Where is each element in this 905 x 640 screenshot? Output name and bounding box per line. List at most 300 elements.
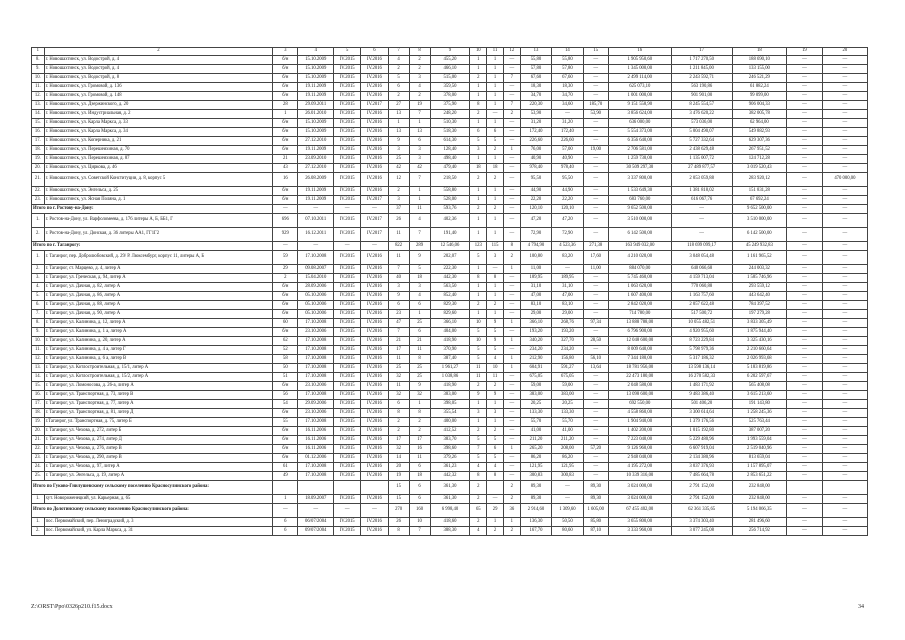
table-cell: 3 337 800,00 <box>608 173 671 187</box>
table-cell: 3 048 054,48 <box>671 251 732 265</box>
table-cell: 813 659,04 <box>732 454 787 463</box>
table-cell: 172,40 <box>520 128 551 137</box>
table-cell: 5 <box>409 265 430 274</box>
table-cell: 26 <box>388 518 409 527</box>
table-cell <box>487 481 504 495</box>
table-cell: 43 <box>273 164 298 173</box>
table-cell: 32 <box>388 445 409 454</box>
table-cell: 47,20 <box>552 214 583 228</box>
address-cell: г. Таганрог, ул. Чехова, д. 97, литер А <box>44 463 273 472</box>
table-cell: — <box>822 187 867 196</box>
table-cell: IV.2015 <box>334 292 361 301</box>
table-cell: IV.2016 <box>361 155 388 164</box>
table-cell: 6 <box>273 518 298 527</box>
table-cell: — <box>552 110 583 119</box>
table-cell: — <box>822 364 867 373</box>
table-cell: 6 <box>273 527 298 536</box>
table-cell: 1 <box>470 214 487 228</box>
table-cell: 1 <box>487 119 504 128</box>
table-cell: 27.12.2010 <box>298 137 334 146</box>
table-cell: 2 <box>470 110 487 119</box>
table-cell: 1 <box>487 292 504 301</box>
table-cell: — <box>822 409 867 418</box>
table-cell: 604,91 <box>520 364 551 373</box>
table-row <box>32 292 868 301</box>
table-cell: 40,90 <box>552 155 583 164</box>
table-cell: 1 015 192,80 <box>671 427 732 436</box>
table-cell: — <box>822 214 867 228</box>
table-cell: — <box>298 205 334 214</box>
address-cell: г. Таганрог, ул. Дачная, д. 86, литер А <box>44 292 273 301</box>
table-cell: 55,80 <box>552 56 583 65</box>
table-cell: 13. <box>32 101 45 110</box>
table-cell: 11 <box>409 346 430 355</box>
table-cell: 53,90 <box>583 110 608 119</box>
table-cell: 1 <box>409 196 430 205</box>
table-cell: 80,60 <box>552 527 583 536</box>
table-cell: 22 473 180,00 <box>608 373 671 382</box>
table-cell: б/н <box>273 196 298 205</box>
table-cell: — <box>503 228 520 242</box>
table-cell: 9 <box>388 292 409 301</box>
table-cell: 11 <box>470 364 487 373</box>
table-cell: — <box>503 187 520 196</box>
table-cell: 10 <box>409 518 430 527</box>
table-cell: 412,52 <box>430 427 470 436</box>
table-cell: IV.2015 <box>334 319 361 328</box>
table-cell: 5 317 186,32 <box>671 355 732 364</box>
table-row <box>32 155 868 164</box>
table-cell: — <box>822 146 867 155</box>
table-cell: 2 057 622,48 <box>671 301 732 310</box>
address-cell: г. Таганрог, ул. Чехова, д. 276, литер В <box>44 445 273 454</box>
table-cell: 19. <box>32 155 45 164</box>
table-row <box>32 137 868 146</box>
table-cell: 208,00 <box>552 445 583 454</box>
table-row <box>32 337 868 346</box>
address-cell: г. Новошахтинск, ул. Перешеихиная, д. 87 <box>44 155 273 164</box>
table-cell: 270 <box>388 504 409 518</box>
table-cell: — <box>583 292 608 301</box>
table-cell: 2 <box>470 481 487 495</box>
table-cell: 1 <box>470 228 487 242</box>
table-cell: IV.2015 <box>334 518 361 527</box>
table-cell: 16.11.2006 <box>298 436 334 445</box>
table-cell: 4 558 860,00 <box>608 409 671 418</box>
table-cell: 8 <box>470 274 487 283</box>
table-cell: 5 <box>470 137 487 146</box>
table-cell: 518,30 <box>430 128 470 137</box>
table-row <box>32 128 868 137</box>
table-cell: IV.2015 <box>334 65 361 74</box>
table-cell: 1 379 176,56 <box>671 418 732 427</box>
table-cell: 4 210 020,00 <box>608 251 671 265</box>
table-cell: 2 <box>470 173 487 187</box>
table-cell: 15.04.2010 <box>298 274 334 283</box>
table-cell: IV.2015 <box>334 56 361 65</box>
table-cell: 8 <box>470 472 487 481</box>
table-cell: 2 914,60 <box>520 504 551 518</box>
table-cell: 2 <box>470 382 487 391</box>
table-cell: — <box>822 328 867 337</box>
address-cell: г. Таганрог, ул. Чехова, д. 274, литер Д <box>44 436 273 445</box>
column-number-cell: 10 <box>470 48 487 56</box>
table-cell: 714 780,00 <box>608 310 671 319</box>
table-cell: 85,80 <box>583 518 608 527</box>
table-cell: 3 <box>470 409 487 418</box>
table-cell: б/н <box>273 56 298 65</box>
table-cell: — <box>583 472 608 481</box>
table-cell: 6 <box>487 445 504 454</box>
table-row <box>32 364 868 373</box>
table-cell: 55,70 <box>552 418 583 427</box>
table-cell: — <box>822 472 867 481</box>
table-cell: — <box>822 101 867 110</box>
table-cell: б/н <box>273 436 298 445</box>
table-cell: IV.2015 <box>334 164 361 173</box>
table-cell: 15.10.2009 <box>298 74 334 83</box>
table-cell: IV.2015 <box>334 409 361 418</box>
table-row <box>32 319 868 328</box>
table-cell: б/н <box>273 445 298 454</box>
table-cell: 89,30 <box>520 481 551 495</box>
table-cell: 366,10 <box>520 319 551 328</box>
column-number-cell: 13 <box>520 48 551 56</box>
table-cell: 4 <box>487 463 504 472</box>
table-cell <box>334 481 361 495</box>
subtotal-label: Итого по г. Ростову-на-Дону: <box>32 205 273 214</box>
address-cell: г. Новошахтинск, ул. Ясная Поляна, д. 1 <box>44 196 273 205</box>
table-cell: 18 <box>487 164 504 173</box>
table-cell: 3. <box>32 274 45 283</box>
table-cell: 234,20 <box>520 346 551 355</box>
table-cell <box>361 481 388 495</box>
table-cell: 18,30 <box>520 83 551 92</box>
table-cell: 49 <box>273 472 298 481</box>
table-cell: 9 <box>409 382 430 391</box>
table-cell: 17. <box>32 400 45 409</box>
table-cell: 52 <box>273 346 298 355</box>
table-cell: 18 <box>409 274 430 283</box>
table-cell: IV.2016 <box>361 346 388 355</box>
table-cell: 2 948 040,00 <box>608 454 671 463</box>
table-cell: 3 <box>409 155 430 164</box>
table-cell: 3 024 000,00 <box>608 481 671 495</box>
table-cell: — <box>787 155 823 164</box>
table-cell: 8 009 640,00 <box>608 346 671 355</box>
table-row <box>32 274 868 283</box>
table-cell: — <box>334 205 361 214</box>
table-cell: 25 <box>409 373 430 382</box>
table-cell: 156,80 <box>552 355 583 364</box>
subtotal-row <box>32 205 868 214</box>
table-cell: 19 <box>388 472 409 481</box>
resettlement-table <box>31 47 868 536</box>
table-cell: 7 <box>388 328 409 337</box>
table-cell: — <box>583 391 608 400</box>
table-cell: 19. <box>32 418 45 427</box>
table-cell: б/н <box>273 92 298 101</box>
table-cell: 58 <box>273 355 298 364</box>
table-cell: б/н <box>273 283 298 292</box>
table-cell: 382 005,78 <box>732 110 787 119</box>
table-cell: 47,20 <box>520 214 551 228</box>
table-cell: 375,90 <box>430 101 470 110</box>
table-cell: 1 <box>487 400 504 409</box>
table-cell: 2. <box>32 527 45 536</box>
table-cell: — <box>787 137 823 146</box>
table-cell: IV.2017 <box>361 196 388 205</box>
table-row <box>32 445 868 454</box>
table-cell: — <box>583 274 608 283</box>
table-cell: — <box>822 196 867 205</box>
table-cell: 2 <box>503 495 520 504</box>
table-cell: 72,90 <box>520 228 551 242</box>
table-cell: 418,90 <box>430 382 470 391</box>
table-cell: 22. <box>32 445 45 454</box>
table-cell: IV.2015 <box>334 155 361 164</box>
table-cell: 185,70 <box>583 101 608 110</box>
table-cell: б/н <box>273 128 298 137</box>
table-cell: — <box>822 427 867 436</box>
table-cell: — <box>503 205 520 214</box>
table-cell: 6 <box>409 481 430 495</box>
table-row <box>32 65 868 74</box>
table-cell: 47 <box>388 319 409 328</box>
table-cell: 197 279,28 <box>732 310 787 319</box>
table-cell: IV.2015 <box>334 83 361 92</box>
table-cell: 1 <box>487 187 504 196</box>
table-cell: 1 381 818,02 <box>671 187 732 196</box>
table-cell: — <box>503 128 520 137</box>
table-cell: 784 397,52 <box>732 301 787 310</box>
table-cell: — <box>822 164 867 173</box>
table-cell: 160 <box>409 504 430 518</box>
table-cell: 172,40 <box>552 128 583 137</box>
table-cell: 822 <box>388 242 409 251</box>
table-cell: — <box>583 427 608 436</box>
table-cell: — <box>671 214 732 228</box>
table-cell: IV.2015 <box>334 74 361 83</box>
table-cell: 2 <box>487 527 504 536</box>
table-cell: 4 <box>409 83 430 92</box>
table-cell: — <box>583 228 608 242</box>
table-cell: 256 714,92 <box>732 527 787 536</box>
table-cell: 193,20 <box>520 328 551 337</box>
table-cell: — <box>787 373 823 382</box>
table-cell: 2 <box>470 427 487 436</box>
table-cell: — <box>787 283 823 292</box>
table-cell: — <box>503 283 520 292</box>
table-cell: 44,90 <box>552 187 583 196</box>
address-cell: г. Таганрог, ул. Чехова, д. 272, литер Б <box>44 427 273 436</box>
table-cell: 18,30 <box>552 83 583 92</box>
table-cell: 25. <box>32 472 45 481</box>
address-cell: г. Новошахтинск, ул. Водострой, д. 4 <box>44 65 273 74</box>
table-cell: — <box>583 187 608 196</box>
column-number-cell: 2 <box>44 48 273 56</box>
table-cell: 1 038,86 <box>430 373 470 382</box>
table-cell: б/н <box>273 301 298 310</box>
table-cell: — <box>822 504 867 518</box>
table-cell: 218,50 <box>430 173 470 187</box>
table-cell: 8. <box>32 56 45 65</box>
table-cell: — <box>503 274 520 283</box>
table-cell: 3 <box>487 251 504 265</box>
table-cell: 09.08.2007 <box>298 265 334 274</box>
table-cell: 1 <box>487 418 504 427</box>
table-cell: IV.2015 <box>334 346 361 355</box>
table-cell: 361,30 <box>430 481 470 495</box>
table-cell: 20. <box>32 164 45 173</box>
table-cell: IV.2016 <box>361 92 388 101</box>
table-cell: 55,80 <box>520 56 551 65</box>
table-cell: 15.10.2009 <box>298 128 334 137</box>
table-cell: 300,83 <box>520 472 551 481</box>
table-cell: 2 <box>409 427 430 436</box>
table-cell: 387 007,20 <box>732 427 787 436</box>
table-cell: 83,20 <box>552 251 583 265</box>
table-cell: 23. <box>32 454 45 463</box>
table-cell: 1 402 200,00 <box>608 427 671 436</box>
table-row <box>32 83 868 92</box>
table-cell: 59,00 <box>520 382 551 391</box>
table-cell: 1 483 171,92 <box>671 382 732 391</box>
table-cell: IV.2015 <box>334 427 361 436</box>
table-cell: б/н <box>273 137 298 146</box>
table-cell: 593,76 <box>430 205 470 214</box>
table-cell: 45 249 932,83 <box>732 242 787 251</box>
table-cell: 9 483 386,40 <box>671 391 732 400</box>
table-cell: 18 <box>470 164 487 173</box>
table-cell: 20. <box>32 427 45 436</box>
table-cell: — <box>552 481 583 495</box>
table-cell: 1 585 746,96 <box>732 274 787 283</box>
table-cell: IV.2015 <box>334 283 361 292</box>
table-cell: 57,20 <box>583 445 608 454</box>
table-cell: 124 712,28 <box>732 155 787 164</box>
table-cell: 15 <box>388 481 409 495</box>
table-cell: 20,25 <box>520 400 551 409</box>
table-cell: IV.2016 <box>361 418 388 427</box>
table-cell: IV.2016 <box>361 518 388 527</box>
table-cell: — <box>583 409 608 418</box>
table-cell: 21 <box>409 337 430 346</box>
table-cell: 929 <box>273 228 298 242</box>
table-cell: 501 406,20 <box>671 400 732 409</box>
table-cell: — <box>787 346 823 355</box>
table-cell: 289 <box>409 242 430 251</box>
table-cell: 1 904 940,00 <box>608 418 671 427</box>
column-number-cell: 9 <box>430 48 470 56</box>
table-cell: — <box>787 119 823 128</box>
table-cell: — <box>787 101 823 110</box>
table-cell: 41,00 <box>520 427 551 436</box>
address-cell: г. Новошахтинск, ул. Карла Маркса, д. 34 <box>44 128 273 137</box>
table-cell: — <box>822 310 867 319</box>
table-cell: 1 <box>487 228 504 242</box>
table-cell: 829,60 <box>430 310 470 319</box>
table-cell: — <box>583 56 608 65</box>
table-cell: — <box>787 128 823 137</box>
table-cell: 62 964,00 <box>732 119 787 128</box>
table-cell: б/н <box>273 454 298 463</box>
table-cell: 265,20 <box>520 445 551 454</box>
table-cell: 167,70 <box>520 527 551 536</box>
table-cell: — <box>822 373 867 382</box>
address-cell: пос. Первомайский, ул. Карла Маркса, д. 31 <box>44 527 273 536</box>
table-cell: 26.01.2010 <box>298 110 334 119</box>
table-cell: 2 <box>503 110 520 119</box>
table-cell: 515,00 <box>430 74 470 83</box>
table-row <box>32 328 868 337</box>
table-cell: — <box>503 292 520 301</box>
address-cell: г. Таганрог, ул. Энгельса, д. 19, литер А <box>44 472 273 481</box>
table-cell: 13. <box>32 364 45 373</box>
table-row <box>32 418 868 427</box>
table-cell: 5 554 373,00 <box>608 128 671 137</box>
table-cell: 7 <box>503 101 520 110</box>
table-cell: 2 <box>503 527 520 536</box>
table-cell: 7 <box>503 74 520 83</box>
table-cell: 05.10.2006 <box>298 292 334 301</box>
table-cell: 2 <box>388 65 409 74</box>
table-cell: 05.10.2006 <box>298 310 334 319</box>
table-cell: 13 888 788,00 <box>608 319 671 328</box>
table-cell: 558,80 <box>430 187 470 196</box>
table-cell: 3 <box>487 409 504 418</box>
table-cell: IV.2016 <box>361 187 388 196</box>
table-cell: 61 <box>273 463 298 472</box>
table-cell: 18 <box>409 472 430 481</box>
table-cell: 11 <box>409 454 430 463</box>
table-cell: 9. <box>32 65 45 74</box>
address-cell: г. Новошахтинск, ул. Циркова, д. 46 <box>44 164 273 173</box>
table-cell: 12 <box>388 173 409 187</box>
table-cell: 31,20 <box>520 119 551 128</box>
address-cell: г. Новошахтинск, ул. Советской Конституции, д. 8, корпус 5 <box>44 173 273 187</box>
document-footer-path: Z:\ORST\Ppo\0326p210.f15.docx <box>31 604 113 610</box>
table-cell: — <box>822 119 867 128</box>
table-cell: — <box>298 504 334 518</box>
table-cell: 55 <box>273 418 298 427</box>
table-cell: — <box>822 110 867 119</box>
table-cell: 398,05 <box>430 400 470 409</box>
table-cell: — <box>361 205 388 214</box>
table-cell: 8 <box>503 242 520 251</box>
table-cell: 1 <box>273 110 298 119</box>
table-cell: 978,40 <box>520 164 551 173</box>
address-cell: г. Таганрог, ул. Дачная, д. 88, литер А <box>44 301 273 310</box>
table-cell: IV.2015 <box>334 495 361 504</box>
table-cell: 6 <box>388 400 409 409</box>
table-cell: 11 <box>388 382 409 391</box>
table-cell: 32 <box>388 391 409 400</box>
table-cell: 1 <box>487 65 504 74</box>
table-cell: 86,20 <box>520 454 551 463</box>
table-cell: 442,32 <box>430 472 470 481</box>
table-cell: б/н <box>273 328 298 337</box>
address-cell: г. Таганрог, ул. Котлостроительная, д. 15/1, литер А <box>44 364 273 373</box>
table-cell: — <box>822 251 867 265</box>
table-cell: 3 374 303,40 <box>671 518 732 527</box>
table-cell: — <box>583 382 608 391</box>
table-cell: — <box>503 472 520 481</box>
table-cell: IV.2015 <box>334 418 361 427</box>
table-cell: 1 163 757,60 <box>671 292 732 301</box>
table-cell: 55,70 <box>520 418 551 427</box>
table-cell: — <box>583 436 608 445</box>
